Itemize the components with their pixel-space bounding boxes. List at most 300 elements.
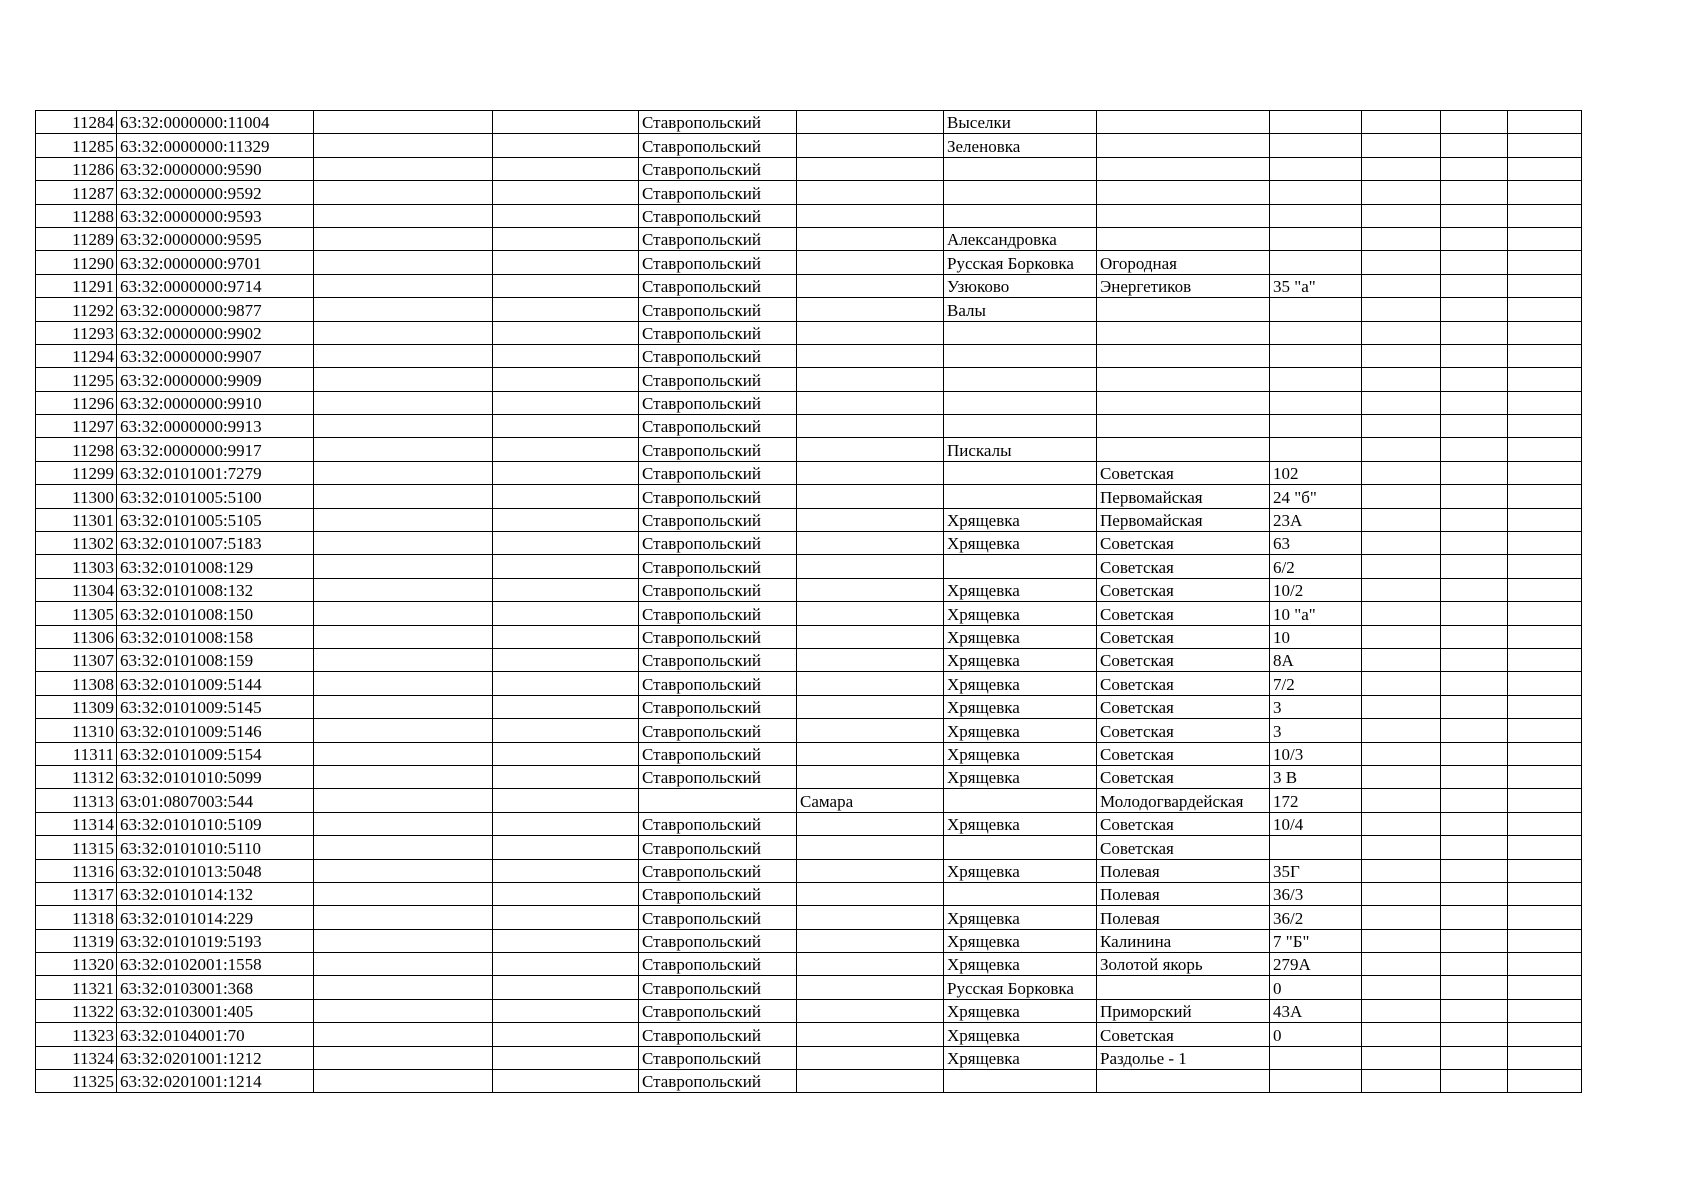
column-3-cell — [314, 1070, 493, 1093]
column-3-cell — [314, 438, 493, 461]
column-4-cell — [493, 485, 639, 508]
city-cell — [797, 999, 944, 1022]
cadastral-number-cell: 63:32:0000000:9701 — [117, 251, 314, 274]
table-row — [36, 578, 1582, 601]
house-cell: 7 "Б" — [1270, 929, 1362, 952]
column-4-cell — [493, 672, 639, 695]
column-3-cell — [314, 485, 493, 508]
street-cell: Золотой якорь — [1097, 953, 1270, 976]
column-4-cell — [493, 181, 639, 204]
table-row — [36, 134, 1582, 157]
column-10-cell — [1362, 461, 1441, 484]
district-cell: Ставропольский — [639, 461, 797, 484]
settlement-cell: Хрящевка — [944, 999, 1097, 1022]
street-cell — [1097, 227, 1270, 250]
table-row — [36, 999, 1582, 1022]
house-cell: 3 В — [1270, 765, 1362, 788]
table-row — [36, 298, 1582, 321]
cadastral-number-cell: 63:32:0101009:5154 — [117, 742, 314, 765]
row-number-cell: 11287 — [36, 181, 117, 204]
street-cell — [1097, 204, 1270, 227]
column-12-cell — [1508, 1023, 1582, 1046]
column-12-cell — [1508, 859, 1582, 882]
settlement-cell: Хрящевка — [944, 602, 1097, 625]
settlement-cell — [944, 368, 1097, 391]
column-4-cell — [493, 298, 639, 321]
column-10-cell — [1362, 742, 1441, 765]
column-10-cell — [1362, 204, 1441, 227]
street-cell: Советская — [1097, 742, 1270, 765]
row-number-cell: 11315 — [36, 836, 117, 859]
table-row — [36, 695, 1582, 718]
cadastral-number-cell: 63:32:0000000:9877 — [117, 298, 314, 321]
street-cell: Раздолье - 1 — [1097, 1046, 1270, 1069]
column-12-cell — [1508, 1046, 1582, 1069]
row-number-cell: 11323 — [36, 1023, 117, 1046]
row-number-cell: 11304 — [36, 578, 117, 601]
city-cell — [797, 157, 944, 180]
house-cell — [1270, 134, 1362, 157]
column-11-cell — [1441, 485, 1508, 508]
column-12-cell — [1508, 111, 1582, 134]
column-3-cell — [314, 812, 493, 835]
column-11-cell — [1441, 204, 1508, 227]
column-10-cell — [1362, 953, 1441, 976]
city-cell — [797, 695, 944, 718]
column-3-cell — [314, 719, 493, 742]
column-4-cell — [493, 578, 639, 601]
street-cell: Советская — [1097, 672, 1270, 695]
street-cell — [1097, 134, 1270, 157]
cadastral-number-cell: 63:32:0101008:129 — [117, 555, 314, 578]
row-number-cell: 11319 — [36, 929, 117, 952]
row-number-cell: 11286 — [36, 157, 117, 180]
settlement-cell: Хрящевка — [944, 765, 1097, 788]
street-cell — [1097, 391, 1270, 414]
column-10-cell — [1362, 298, 1441, 321]
column-3-cell — [314, 859, 493, 882]
city-cell — [797, 111, 944, 134]
column-11-cell — [1441, 765, 1508, 788]
column-11-cell — [1441, 578, 1508, 601]
cadastral-number-cell: 63:32:0102001:1558 — [117, 953, 314, 976]
settlement-cell: Хрящевка — [944, 648, 1097, 671]
district-cell: Ставропольский — [639, 438, 797, 461]
column-12-cell — [1508, 508, 1582, 531]
street-cell: Приморский — [1097, 999, 1270, 1022]
district-cell: Ставропольский — [639, 602, 797, 625]
column-11-cell — [1441, 321, 1508, 344]
street-cell: Молодогвардейская — [1097, 789, 1270, 812]
house-cell: 10/3 — [1270, 742, 1362, 765]
city-cell — [797, 532, 944, 555]
street-cell: Калинина — [1097, 929, 1270, 952]
city-cell — [797, 508, 944, 531]
row-number-cell: 11285 — [36, 134, 117, 157]
street-cell: Советская — [1097, 555, 1270, 578]
column-10-cell — [1362, 906, 1441, 929]
column-12-cell — [1508, 274, 1582, 297]
house-cell — [1270, 836, 1362, 859]
column-10-cell — [1362, 719, 1441, 742]
column-4-cell — [493, 344, 639, 367]
cadastral-number-cell: 63:32:0101008:159 — [117, 648, 314, 671]
city-cell — [797, 812, 944, 835]
district-cell: Ставропольский — [639, 508, 797, 531]
settlement-cell — [944, 391, 1097, 414]
city-cell — [797, 274, 944, 297]
city-cell — [797, 181, 944, 204]
column-11-cell — [1441, 181, 1508, 204]
column-10-cell — [1362, 157, 1441, 180]
column-11-cell — [1441, 415, 1508, 438]
cadastral-number-cell: 63:32:0101008:158 — [117, 625, 314, 648]
table-row — [36, 929, 1582, 952]
district-cell: Ставропольский — [639, 1023, 797, 1046]
district-cell: Ставропольский — [639, 999, 797, 1022]
column-12-cell — [1508, 227, 1582, 250]
city-cell — [797, 391, 944, 414]
table-row — [36, 1046, 1582, 1069]
column-10-cell — [1362, 789, 1441, 812]
column-3-cell — [314, 1023, 493, 1046]
table-row — [36, 508, 1582, 531]
city-cell — [797, 765, 944, 788]
column-4-cell — [493, 461, 639, 484]
column-12-cell — [1508, 251, 1582, 274]
column-12-cell — [1508, 134, 1582, 157]
city-cell — [797, 625, 944, 648]
column-11-cell — [1441, 719, 1508, 742]
column-11-cell — [1441, 812, 1508, 835]
cadastral-number-cell: 63:32:0104001:70 — [117, 1023, 314, 1046]
table-row — [36, 602, 1582, 625]
table-row — [36, 415, 1582, 438]
table-row — [36, 648, 1582, 671]
column-10-cell — [1362, 485, 1441, 508]
city-cell — [797, 555, 944, 578]
cadastral-number-cell: 63:32:0101019:5193 — [117, 929, 314, 952]
column-12-cell — [1508, 976, 1582, 999]
street-cell: Первомайская — [1097, 508, 1270, 531]
house-cell: 10 "а" — [1270, 602, 1362, 625]
table-row — [36, 789, 1582, 812]
column-10-cell — [1362, 976, 1441, 999]
row-number-cell: 11299 — [36, 461, 117, 484]
table-row — [36, 485, 1582, 508]
column-10-cell — [1362, 227, 1441, 250]
city-cell — [797, 368, 944, 391]
column-12-cell — [1508, 953, 1582, 976]
district-cell: Ставропольский — [639, 344, 797, 367]
district-cell: Ставропольский — [639, 953, 797, 976]
table-row — [36, 742, 1582, 765]
house-cell — [1270, 438, 1362, 461]
settlement-cell — [944, 181, 1097, 204]
district-cell: Ставропольский — [639, 485, 797, 508]
street-cell — [1097, 976, 1270, 999]
column-3-cell — [314, 251, 493, 274]
city-cell — [797, 134, 944, 157]
house-cell: 35 "а" — [1270, 274, 1362, 297]
column-3-cell — [314, 532, 493, 555]
cadastral-number-cell: 63:32:0103001:405 — [117, 999, 314, 1022]
city-cell — [797, 719, 944, 742]
table-row — [36, 274, 1582, 297]
table-row — [36, 1023, 1582, 1046]
column-3-cell — [314, 672, 493, 695]
column-11-cell — [1441, 461, 1508, 484]
cadastral-number-cell: 63:32:0101014:229 — [117, 906, 314, 929]
column-11-cell — [1441, 157, 1508, 180]
district-cell: Ставропольский — [639, 298, 797, 321]
column-10-cell — [1362, 134, 1441, 157]
column-10-cell — [1362, 836, 1441, 859]
cadastral-number-cell: 63:32:0201001:1214 — [117, 1070, 314, 1093]
street-cell — [1097, 415, 1270, 438]
column-10-cell — [1362, 859, 1441, 882]
column-10-cell — [1362, 391, 1441, 414]
column-12-cell — [1508, 765, 1582, 788]
street-cell — [1097, 438, 1270, 461]
house-cell: 279А — [1270, 953, 1362, 976]
settlement-cell: Хрящевка — [944, 1023, 1097, 1046]
house-cell: 36/3 — [1270, 882, 1362, 905]
column-3-cell — [314, 578, 493, 601]
settlement-cell: Зеленовка — [944, 134, 1097, 157]
column-3-cell — [314, 555, 493, 578]
column-12-cell — [1508, 204, 1582, 227]
row-number-cell: 11292 — [36, 298, 117, 321]
city-cell: Самара — [797, 789, 944, 812]
city-cell — [797, 1023, 944, 1046]
column-3-cell — [314, 789, 493, 812]
cadastral-number-cell: 63:01:0807003:544 — [117, 789, 314, 812]
column-12-cell — [1508, 999, 1582, 1022]
house-cell: 24 "б" — [1270, 485, 1362, 508]
column-12-cell — [1508, 812, 1582, 835]
cadastral-number-cell: 63:32:0000000:9714 — [117, 274, 314, 297]
column-12-cell — [1508, 438, 1582, 461]
house-cell: 10 — [1270, 625, 1362, 648]
column-4-cell — [493, 695, 639, 718]
settlement-cell: Хрящевка — [944, 953, 1097, 976]
street-cell: Советская — [1097, 648, 1270, 671]
column-10-cell — [1362, 344, 1441, 367]
column-4-cell — [493, 321, 639, 344]
street-cell: Советская — [1097, 461, 1270, 484]
column-10-cell — [1362, 438, 1441, 461]
column-4-cell — [493, 765, 639, 788]
street-cell — [1097, 344, 1270, 367]
cadastral-number-cell: 63:32:0000000:9910 — [117, 391, 314, 414]
column-11-cell — [1441, 134, 1508, 157]
column-4-cell — [493, 555, 639, 578]
table-row — [36, 672, 1582, 695]
street-cell — [1097, 321, 1270, 344]
street-cell: Советская — [1097, 578, 1270, 601]
city-cell — [797, 742, 944, 765]
city-cell — [797, 648, 944, 671]
street-cell — [1097, 298, 1270, 321]
column-4-cell — [493, 204, 639, 227]
street-cell: Советская — [1097, 602, 1270, 625]
column-4-cell — [493, 532, 639, 555]
row-number-cell: 11296 — [36, 391, 117, 414]
district-cell: Ставропольский — [639, 181, 797, 204]
column-11-cell — [1441, 274, 1508, 297]
city-cell — [797, 672, 944, 695]
city-cell — [797, 578, 944, 601]
house-cell: 0 — [1270, 976, 1362, 999]
settlement-cell: Хрящевка — [944, 508, 1097, 531]
column-4-cell — [493, 157, 639, 180]
district-cell: Ставропольский — [639, 906, 797, 929]
column-3-cell — [314, 368, 493, 391]
column-3-cell — [314, 508, 493, 531]
column-4-cell — [493, 812, 639, 835]
column-3-cell — [314, 765, 493, 788]
cadastral-number-cell: 63:32:0101010:5110 — [117, 836, 314, 859]
settlement-cell — [944, 882, 1097, 905]
district-cell: Ставропольский — [639, 532, 797, 555]
house-cell: 3 — [1270, 695, 1362, 718]
row-number-cell: 11310 — [36, 719, 117, 742]
column-3-cell — [314, 906, 493, 929]
table-row — [36, 111, 1582, 134]
column-3-cell — [314, 976, 493, 999]
column-4-cell — [493, 438, 639, 461]
row-number-cell: 11289 — [36, 227, 117, 250]
city-cell — [797, 929, 944, 952]
street-cell: Советская — [1097, 1023, 1270, 1046]
street-cell: Советская — [1097, 765, 1270, 788]
row-number-cell: 11321 — [36, 976, 117, 999]
column-4-cell — [493, 882, 639, 905]
row-number-cell: 11302 — [36, 532, 117, 555]
column-12-cell — [1508, 625, 1582, 648]
column-10-cell — [1362, 368, 1441, 391]
settlement-cell — [944, 485, 1097, 508]
settlement-cell: Узюково — [944, 274, 1097, 297]
column-4-cell — [493, 953, 639, 976]
column-4-cell — [493, 742, 639, 765]
column-12-cell — [1508, 344, 1582, 367]
column-11-cell — [1441, 953, 1508, 976]
column-12-cell — [1508, 672, 1582, 695]
house-cell: 7/2 — [1270, 672, 1362, 695]
table-row — [36, 555, 1582, 578]
column-3-cell — [314, 999, 493, 1022]
column-11-cell — [1441, 298, 1508, 321]
column-3-cell — [314, 882, 493, 905]
cadastral-number-cell: 63:32:0101007:5183 — [117, 532, 314, 555]
table-row — [36, 625, 1582, 648]
district-cell: Ставропольский — [639, 274, 797, 297]
column-11-cell — [1441, 508, 1508, 531]
district-cell: Ставропольский — [639, 578, 797, 601]
city-cell — [797, 298, 944, 321]
settlement-cell: Русская Борковка — [944, 976, 1097, 999]
settlement-cell: Хрящевка — [944, 578, 1097, 601]
column-3-cell — [314, 111, 493, 134]
settlement-cell: Хрящевка — [944, 742, 1097, 765]
cadastral-number-cell: 63:32:0101009:5144 — [117, 672, 314, 695]
district-cell: Ставропольский — [639, 812, 797, 835]
column-10-cell — [1362, 882, 1441, 905]
street-cell: Энергетиков — [1097, 274, 1270, 297]
column-10-cell — [1362, 812, 1441, 835]
column-3-cell — [314, 157, 493, 180]
street-cell: Полевая — [1097, 882, 1270, 905]
cadastral-number-cell: 63:32:0000000:9595 — [117, 227, 314, 250]
cadastral-number-cell: 63:32:0000000:9590 — [117, 157, 314, 180]
settlement-cell — [944, 461, 1097, 484]
street-cell — [1097, 1070, 1270, 1093]
settlement-cell — [944, 789, 1097, 812]
column-11-cell — [1441, 999, 1508, 1022]
table-row — [36, 251, 1582, 274]
column-3-cell — [314, 415, 493, 438]
column-11-cell — [1441, 368, 1508, 391]
street-cell — [1097, 181, 1270, 204]
column-10-cell — [1362, 1070, 1441, 1093]
house-cell — [1270, 111, 1362, 134]
column-11-cell — [1441, 391, 1508, 414]
registry-body — [36, 111, 1582, 1093]
district-cell: Ставропольский — [639, 368, 797, 391]
settlement-cell — [944, 321, 1097, 344]
column-3-cell — [314, 204, 493, 227]
column-11-cell — [1441, 695, 1508, 718]
column-12-cell — [1508, 695, 1582, 718]
column-12-cell — [1508, 882, 1582, 905]
city-cell — [797, 836, 944, 859]
street-cell: Советская — [1097, 812, 1270, 835]
street-cell — [1097, 368, 1270, 391]
column-4-cell — [493, 368, 639, 391]
column-11-cell — [1441, 251, 1508, 274]
street-cell: Советская — [1097, 625, 1270, 648]
house-cell — [1270, 391, 1362, 414]
column-4-cell — [493, 134, 639, 157]
column-10-cell — [1362, 532, 1441, 555]
settlement-cell: Пискалы — [944, 438, 1097, 461]
house-cell — [1270, 368, 1362, 391]
cadastral-number-cell: 63:32:0000000:11329 — [117, 134, 314, 157]
house-cell: 43А — [1270, 999, 1362, 1022]
district-cell: Ставропольский — [639, 836, 797, 859]
city-cell — [797, 976, 944, 999]
house-cell — [1270, 204, 1362, 227]
district-cell: Ставропольский — [639, 555, 797, 578]
street-cell: Советская — [1097, 836, 1270, 859]
column-11-cell — [1441, 602, 1508, 625]
column-3-cell — [314, 836, 493, 859]
city-cell — [797, 251, 944, 274]
street-cell: Огородная — [1097, 251, 1270, 274]
column-10-cell — [1362, 602, 1441, 625]
city-cell — [797, 344, 944, 367]
row-number-cell: 11288 — [36, 204, 117, 227]
table-row — [36, 953, 1582, 976]
district-cell: Ставропольский — [639, 672, 797, 695]
column-10-cell — [1362, 415, 1441, 438]
settlement-cell: Русская Борковка — [944, 251, 1097, 274]
table-row — [36, 157, 1582, 180]
district-cell: Ставропольский — [639, 227, 797, 250]
house-cell — [1270, 181, 1362, 204]
